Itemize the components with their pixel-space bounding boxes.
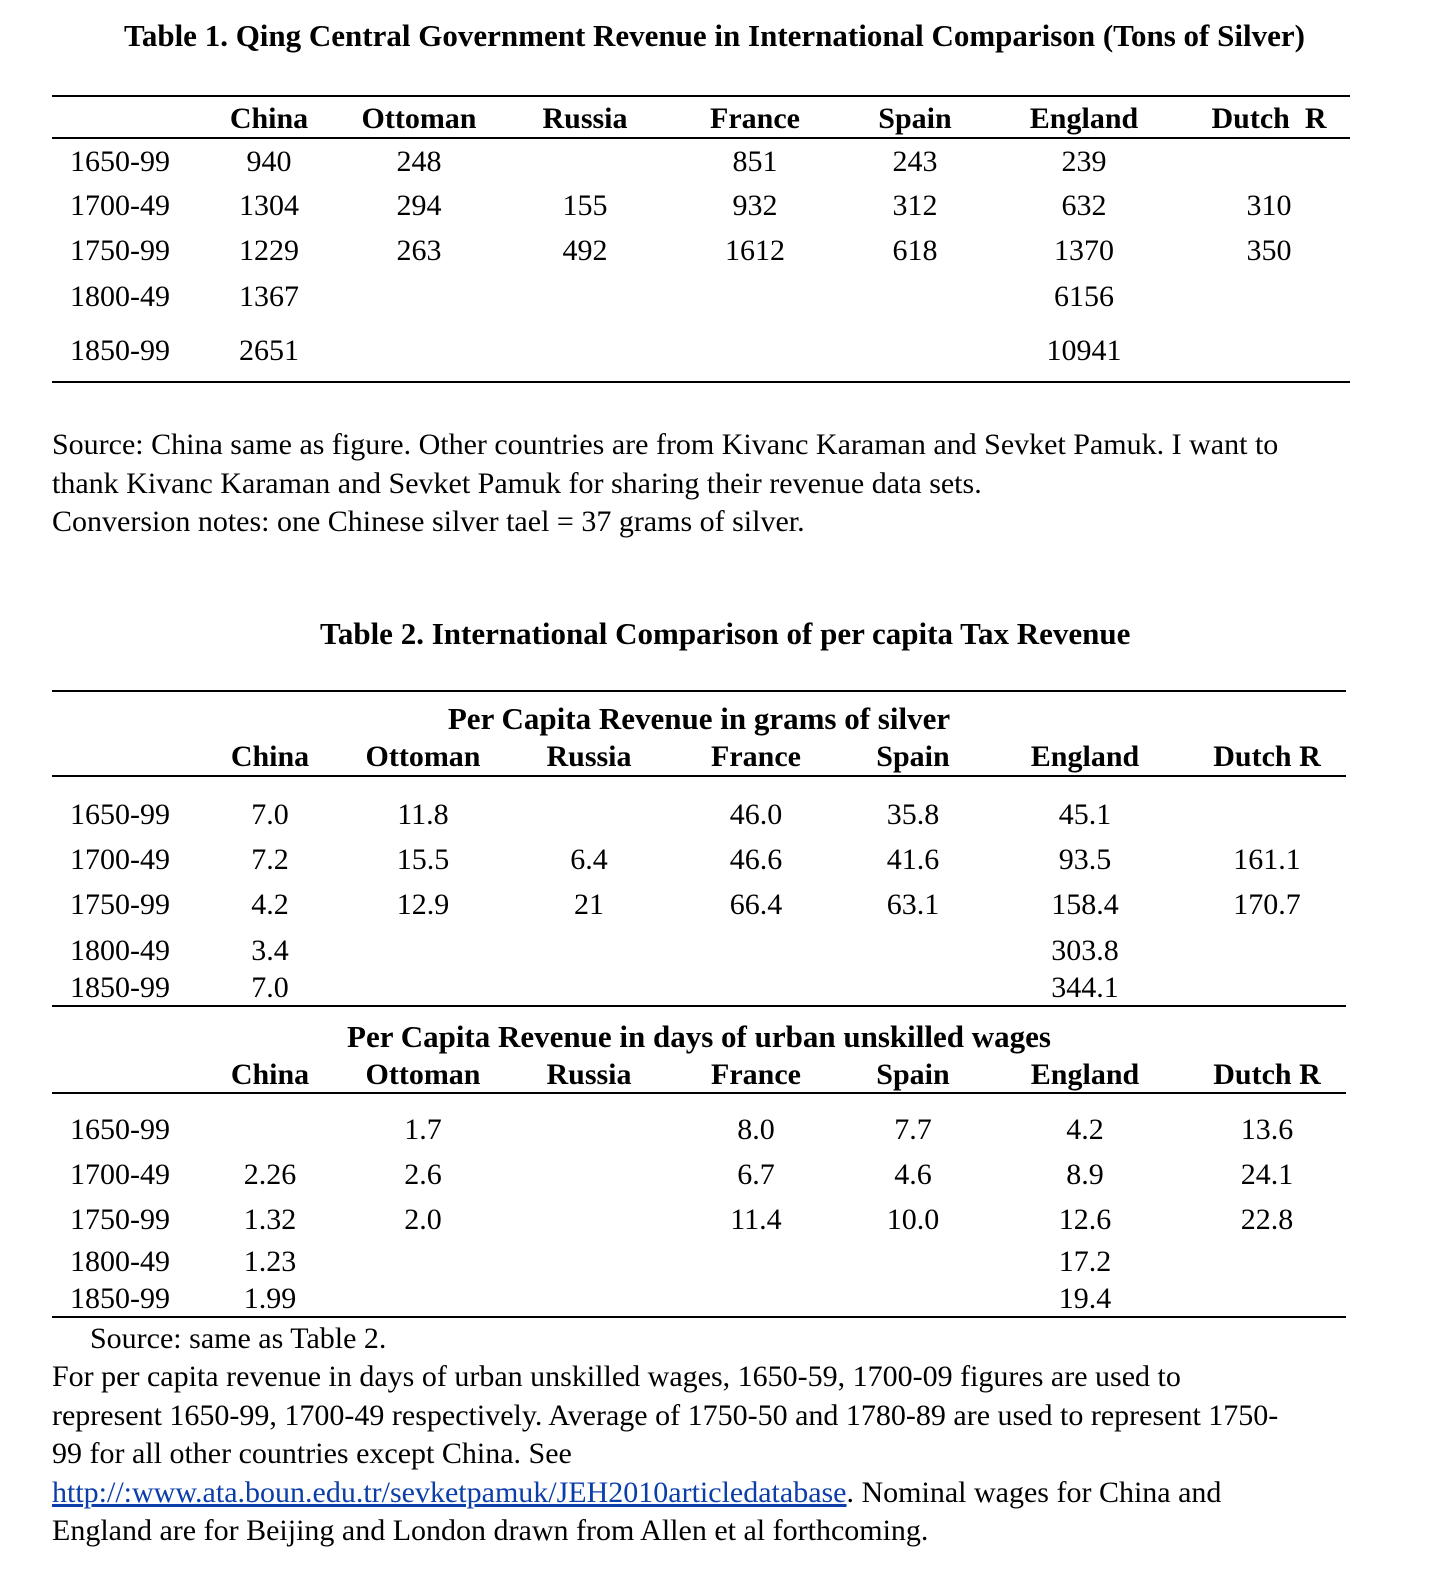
table-cell: 6.7 (737, 1158, 775, 1191)
note-line: England are for Beijing and London drawn from Allen et al forthcoming. (52, 1514, 929, 1547)
row-period: 1650-99 (70, 144, 170, 178)
table-cell: 303.8 (1051, 934, 1119, 967)
table-cell: 12.9 (396, 888, 450, 921)
table-cell: 11.8 (397, 798, 449, 831)
table-cell: 19.4 (1058, 1282, 1112, 1315)
column-header: Russia (546, 739, 632, 773)
row-period: 1750-99 (70, 234, 170, 267)
table-cell: 93.5 (1058, 843, 1112, 876)
column-header: Spain (878, 101, 952, 135)
row-period: 1850-99 (70, 971, 170, 1004)
table-row (52, 922, 1346, 968)
table-cell (1188, 1279, 1346, 1317)
table-cell (336, 1237, 510, 1279)
table-cell: 310 (1246, 189, 1292, 222)
table-cell (668, 1279, 844, 1317)
table-cell: 24.1 (1240, 1158, 1294, 1191)
table-cell (204, 1093, 336, 1147)
table-cell: 294 (396, 189, 442, 222)
table-cell: 1304 (239, 189, 299, 222)
table-cell (668, 1237, 844, 1279)
table-cell (844, 968, 982, 1006)
table-cell (844, 1237, 982, 1279)
table-cell: 158.4 (1051, 888, 1119, 921)
table-cell (336, 922, 510, 968)
table-cell (510, 922, 668, 968)
table-cell (510, 776, 668, 832)
table-row (52, 1237, 1346, 1279)
table-cell: 2651 (239, 333, 299, 367)
table1-source-note (52, 426, 1278, 542)
column-header: England (1029, 101, 1139, 135)
row-period: 1850-99 (70, 333, 170, 367)
table-cell (510, 1147, 668, 1192)
table-cell: 932 (732, 189, 778, 222)
table-cell (1188, 968, 1346, 1006)
note-text: . Nominal wages for China and (846, 1475, 1222, 1509)
column-header: France (710, 101, 800, 135)
table-cell: 492 (562, 234, 608, 267)
table-cell: 7.0 (251, 798, 289, 831)
table-cell: 35.8 (886, 798, 940, 831)
row-period: 1850-99 (70, 1282, 170, 1315)
table-cell: 243 (892, 144, 938, 178)
column-header: France (711, 739, 801, 773)
table-cell: 63.1 (886, 888, 940, 921)
note-line: Conversion notes: one Chinese silver tael = 37 grams of silver. (52, 505, 805, 538)
table1-title: Table 1. Qing Central Government Revenue in International Comparison (Tons of Silver) (124, 18, 1305, 53)
table-row (52, 138, 1350, 184)
table-cell: 239 (1061, 144, 1107, 178)
row-period: 1700-49 (70, 189, 170, 222)
column-header: Ottoman (361, 101, 477, 135)
table-cell (1188, 922, 1346, 968)
table2-top-rule (52, 690, 1346, 692)
table-cell: 6.4 (570, 843, 608, 876)
table1-top-rule (52, 95, 1350, 97)
table-cell: 1370 (1054, 234, 1114, 267)
note-line-with-link (52, 1474, 1278, 1513)
note-line: For per capita revenue in days of urban unskilled wages, 1650-59, 1700-09 figures are used to (52, 1360, 1181, 1393)
table1 (52, 100, 1350, 383)
column-header: Dutch R (1213, 1057, 1321, 1091)
table-row (52, 776, 1346, 832)
table-cell (510, 1192, 668, 1237)
table-cell (660, 274, 850, 320)
note-line: thank Kivanc Karaman and Sevket Pamuk for sharing their revenue data sets. (52, 466, 982, 500)
table-cell: 161.1 (1233, 843, 1301, 876)
table-cell (510, 968, 668, 1006)
table-cell: 3.4 (251, 934, 289, 967)
column-header: China (229, 101, 309, 135)
column-header: Russia (546, 1057, 632, 1091)
table-cell: 263 (396, 234, 442, 267)
table-cell (1188, 138, 1350, 184)
table-cell: 851 (732, 144, 778, 178)
table-cell: 155 (562, 189, 608, 222)
table-row (52, 1147, 1346, 1192)
panel-a-heading: Per Capita Revenue in grams of silver (447, 701, 951, 736)
table2-title: Table 2. International Comparison of per capita Tax Revenue (320, 616, 1131, 651)
row-period: 1700-49 (70, 843, 170, 876)
table-cell (510, 320, 660, 382)
table-cell (510, 1093, 668, 1147)
table2-notes (52, 1358, 1278, 1551)
note-line: Source: China same as figure. Other countries are from Kivanc Karaman and Sevket Pamuk. I want to (52, 428, 1279, 461)
column-header: Ottoman (365, 1057, 481, 1091)
row-period: 1800-49 (70, 280, 170, 313)
table-cell: 4.2 (251, 888, 289, 921)
table-row (52, 228, 1350, 274)
table-cell: 1.23 (243, 1245, 297, 1278)
table-row (52, 968, 1346, 1006)
column-header: Ottoman (365, 739, 481, 773)
table-cell: 12.6 (1058, 1203, 1112, 1236)
table-cell: 11.4 (730, 1203, 782, 1236)
table-cell: 170.7 (1233, 888, 1301, 921)
column-header: Russia (542, 101, 628, 135)
table-row (52, 877, 1346, 922)
table-cell: 1367 (239, 280, 299, 313)
table-cell: 7.2 (251, 843, 289, 876)
row-period: 1750-99 (70, 1203, 170, 1236)
table-cell: 8.0 (737, 1113, 775, 1146)
table-cell: 632 (1061, 189, 1107, 222)
table-row (52, 832, 1346, 877)
database-link[interactable]: http://:www.ata.boun.edu.tr/sevketpamuk/JEH2010articledatabase (52, 1475, 847, 1509)
row-period: 1800-49 (70, 934, 170, 967)
table-cell: 4.2 (1066, 1113, 1104, 1146)
row-period: 1650-99 (70, 798, 170, 831)
table-cell: 8.9 (1066, 1158, 1104, 1191)
row-period: 1650-99 (70, 1113, 170, 1146)
table-cell (510, 1237, 668, 1279)
table-row (52, 274, 1350, 320)
table-cell (850, 320, 980, 382)
table-cell: 1.32 (243, 1203, 297, 1236)
table-cell (1188, 1237, 1346, 1279)
table-cell (510, 274, 660, 320)
panel-b-header-row (52, 1057, 1346, 1093)
table-cell (1188, 776, 1346, 832)
table-cell: 2.6 (404, 1158, 442, 1191)
table1-header-row (52, 100, 1350, 138)
table-cell (1188, 274, 1350, 320)
table-cell: 13.6 (1240, 1113, 1294, 1146)
table-cell (850, 274, 980, 320)
table-cell: 15.5 (396, 843, 450, 876)
table-row (52, 320, 1350, 382)
table-cell: 21 (574, 888, 604, 921)
row-period: 1800-49 (70, 1245, 170, 1278)
table-row (52, 184, 1350, 228)
table2-panel-a (52, 738, 1346, 1007)
table-cell: 4.6 (894, 1158, 932, 1191)
table-cell: 10941 (1046, 333, 1122, 367)
table-cell: 1229 (239, 234, 299, 267)
column-header: England (1030, 739, 1140, 773)
table-cell (510, 1279, 668, 1317)
table-cell (668, 922, 844, 968)
table-cell (1188, 320, 1350, 382)
table-row (52, 1093, 1346, 1147)
table-cell: 46.0 (729, 798, 783, 831)
table-cell (328, 274, 510, 320)
table-cell: 2.0 (404, 1203, 442, 1236)
table-cell (336, 968, 510, 1006)
panel-b-heading: Per Capita Revenue in days of urban unskilled wages (347, 1019, 1051, 1054)
table-cell: 248 (396, 144, 442, 178)
table-cell: 618 (892, 234, 938, 267)
note-line: 99 for all other countries except China. See (52, 1437, 572, 1470)
table-cell (844, 1279, 982, 1317)
table-cell: 1612 (725, 234, 785, 267)
column-header: Dutch R (1213, 739, 1321, 773)
column-header: Spain (876, 739, 950, 773)
table2-panel-b (52, 1057, 1346, 1318)
table-cell: 7.0 (251, 971, 289, 1004)
table-cell: 1.7 (404, 1113, 442, 1146)
table-cell: 66.4 (729, 888, 783, 921)
column-header: China (230, 739, 310, 773)
table-cell (328, 320, 510, 382)
table-cell (660, 320, 850, 382)
column-header: France (711, 1057, 801, 1091)
table-cell (668, 968, 844, 1006)
row-period: 1750-99 (70, 888, 170, 921)
table-cell: 312 (892, 189, 938, 222)
table-cell: 41.6 (886, 843, 940, 876)
column-header: England (1030, 1057, 1140, 1091)
table-cell: 46.6 (729, 843, 783, 876)
table-row (52, 1192, 1346, 1237)
table-row (52, 1279, 1346, 1317)
table-cell: 22.8 (1240, 1203, 1294, 1236)
column-header: Dutch R (1211, 101, 1327, 135)
table-cell: 940 (246, 144, 292, 178)
table-cell: 6156 (1054, 280, 1114, 313)
panel-a-header-row (52, 738, 1346, 776)
table-cell: 10.0 (886, 1203, 940, 1236)
table-cell: 344.1 (1051, 971, 1119, 1004)
table-cell (336, 1279, 510, 1317)
table-cell (510, 138, 660, 184)
table-cell: 45.1 (1058, 798, 1112, 831)
table-cell: 2.26 (243, 1158, 297, 1191)
table2-source: Source: same as Table 2. (90, 1322, 387, 1355)
row-period: 1700-49 (70, 1158, 170, 1191)
table-cell: 17.2 (1058, 1245, 1112, 1278)
table-cell: 7.7 (894, 1113, 932, 1146)
table-cell (844, 922, 982, 968)
table-cell: 350 (1246, 234, 1292, 267)
note-line: represent 1650-99, 1700-49 respectively. Average of 1750-50 and 1780-89 are used to represent 1750- (52, 1398, 1279, 1432)
column-header: Spain (876, 1057, 950, 1091)
table-cell: 1.99 (243, 1282, 297, 1315)
column-header: China (230, 1057, 310, 1091)
